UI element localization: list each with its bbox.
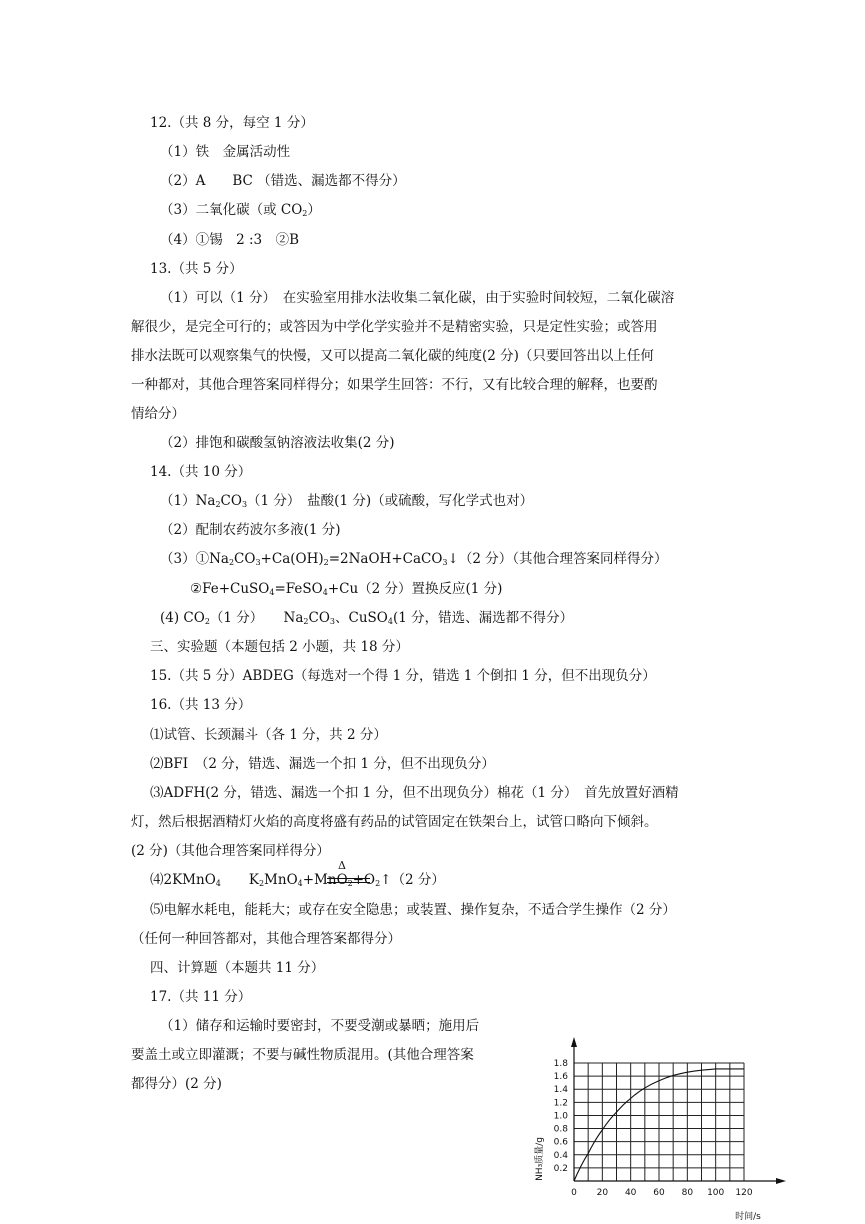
q16-answer-4 bbox=[150, 871, 445, 889]
y-axis-arrow bbox=[571, 1037, 577, 1047]
section-3-title: 三、实验题（本题包括 2 小题，共 18 分） bbox=[150, 639, 409, 655]
q12-answer-1: （1）铁 金属活动性 bbox=[160, 144, 291, 160]
subscript: 2 bbox=[302, 209, 308, 218]
text: +Ca(OH) bbox=[260, 551, 324, 567]
q16-answer-3-line: 灯，然后根据酒精灯火焰的高度将盛有药品的试管固定在铁架台上，试管口略向下倾斜。 bbox=[131, 814, 658, 830]
text: K bbox=[248, 872, 259, 888]
q17-para-line: 要盖土或立即灌溉；不要与碱性物质混用。(其他合理答案 bbox=[131, 1047, 474, 1063]
y-tick-label: 1.4 bbox=[553, 1085, 568, 1096]
q16-answer-2: ⑵BFI （2 分，错选、漏选一个扣 1 分，但不出现负分） bbox=[150, 756, 495, 772]
q13-answer-2: （2）排饱和碳酸氢钠溶液法收集(2 分) bbox=[160, 435, 395, 451]
text: ↑（2 分） bbox=[380, 872, 445, 888]
subscript: 4 bbox=[322, 588, 328, 597]
q16-answer-3-line: ⑶ADFH(2 分，错选、漏选一个扣 1 分，但不出现负分）棉花（1 分） 首先放置好酒精 bbox=[150, 785, 679, 801]
x-tick-label: 20 bbox=[596, 1188, 609, 1198]
x-tick-label: 120 bbox=[735, 1188, 753, 1198]
subscript: 2 bbox=[204, 617, 210, 626]
q14-answer-2: （2）配制农药波尔多液(1 分) bbox=[160, 522, 341, 538]
q16-answer-5-line: ⑸电解水耗电，能耗大；或存在安全隐患；或装置、操作复杂，不适合学生操作（2 分） bbox=[150, 902, 676, 918]
text: =2NaOH+CaCO bbox=[328, 551, 443, 567]
q12-answer-2: （2）A BC （错选、漏选都不得分） bbox=[160, 173, 406, 189]
q15-answer: 15.（共 5 分）ABDEG（每选对一个得 1 分，错选 1 个倒扣 1 分，但不出现负分） bbox=[150, 668, 656, 684]
q13-para-line: （1）可以（1 分） 在实验室用排水法收集二氧化碳，由于实验时间较短，二氧化碳溶 bbox=[160, 290, 675, 306]
text: （1 分） Na bbox=[209, 610, 304, 626]
y-tick-label: 0.2 bbox=[553, 1163, 568, 1174]
text: （3）①Na bbox=[160, 551, 229, 567]
x-tick-label: 40 bbox=[624, 1188, 637, 1198]
q12-answer-3-text: （3）二氧化碳（或 CO bbox=[160, 202, 303, 218]
q13-para-line: 解很少，是完全可行的；或答因为中学化学实验并不是精密实验，只是定性实验；或答用 bbox=[131, 319, 658, 335]
text: CO bbox=[220, 493, 242, 509]
q12-answer-3 bbox=[160, 201, 321, 219]
text: =FeSO bbox=[274, 581, 323, 597]
y-tick-label: 0.8 bbox=[553, 1124, 568, 1135]
text: 、CuSO bbox=[335, 610, 388, 626]
y-tick-label: 0.6 bbox=[553, 1137, 568, 1148]
q16-answer-3-line: (2 分)（其他合理答案同样得分） bbox=[131, 843, 330, 859]
subscript: 3 bbox=[442, 558, 448, 567]
q14-header: 14.（共 10 分） bbox=[150, 464, 252, 480]
x-tick-label: 60 bbox=[653, 1188, 665, 1198]
q14-answer-4 bbox=[160, 609, 573, 627]
text: MnO bbox=[264, 872, 298, 888]
subscript: 2 bbox=[215, 500, 221, 509]
text: +MnO bbox=[302, 872, 348, 888]
q13-para-line: 排水法既可以观察集气的快慢，又可以提高二氧化碳的纯度(2 分)（只要回答出以上任何 bbox=[131, 348, 654, 364]
y-axis-label: NH₃质量/g bbox=[535, 1137, 545, 1181]
x-tick-label: 100 bbox=[707, 1188, 725, 1198]
text: +Cu（2 分）置换反应(1 分) bbox=[327, 581, 503, 597]
q16-answer-5-line: （任何一种回答都对，其他合理答案都得分） bbox=[131, 931, 401, 947]
q14-answer-3-2 bbox=[190, 580, 502, 598]
subscript: 2 bbox=[323, 558, 329, 567]
x-axis-label: 时间/s bbox=[735, 1212, 761, 1222]
x-tick-label: 80 bbox=[681, 1188, 694, 1198]
text: +O bbox=[352, 872, 376, 888]
subscript: 4 bbox=[387, 617, 393, 626]
text: (1 分，错选、漏选都不得分） bbox=[392, 610, 574, 626]
y-tick-label: 1.6 bbox=[553, 1072, 568, 1083]
subscript: 3 bbox=[329, 617, 335, 626]
y-tick-label: 0.4 bbox=[553, 1150, 568, 1161]
q17-para-line: 都得分）(2 分) bbox=[131, 1076, 222, 1092]
subscript: 3 bbox=[241, 500, 248, 509]
subscript: 2 bbox=[303, 617, 309, 626]
q12-header: 12.（共 8 分，每空 1 分） bbox=[150, 115, 314, 131]
y-tick-label: 1.8 bbox=[553, 1059, 568, 1069]
subscript: 4 bbox=[269, 588, 275, 597]
q14-answer-3-1 bbox=[160, 550, 667, 568]
text: (4) CO bbox=[160, 610, 205, 626]
subscript: 2 bbox=[347, 879, 353, 888]
subscript: 2 bbox=[258, 879, 265, 888]
q16-answer-1: ⑴试管、长颈漏斗（各 1 分，共 2 分） bbox=[150, 727, 387, 743]
nh3-mass-chart bbox=[530, 1033, 790, 1223]
text: ②Fe+CuSO bbox=[190, 581, 270, 597]
text: ⑷2KMnO bbox=[150, 872, 216, 888]
q12-answer-3-text: ） bbox=[307, 202, 321, 218]
subscript: 4 bbox=[215, 879, 221, 888]
section-4-title: 四、计算题（本题共 11 分） bbox=[150, 960, 325, 976]
text: （1）Na bbox=[160, 493, 216, 509]
q16-header: 16.（共 13 分） bbox=[150, 697, 252, 713]
x-tick-label: 0 bbox=[571, 1188, 577, 1198]
text: （1 分） 盐酸(1 分)（或硫酸，写化学式也对） bbox=[247, 493, 534, 509]
chart-axes bbox=[571, 1037, 786, 1184]
subscript: 2 bbox=[375, 879, 381, 888]
q14-answer-1 bbox=[160, 492, 533, 510]
text: CO bbox=[308, 610, 330, 626]
q17-header: 17.（共 11 分） bbox=[150, 989, 252, 1005]
subscript: 2 bbox=[228, 558, 235, 567]
y-tick-label: 1.2 bbox=[553, 1098, 568, 1109]
q13-header: 13.（共 5 分） bbox=[150, 261, 243, 277]
x-axis-arrow bbox=[776, 1178, 786, 1184]
heat-symbol: Δ bbox=[338, 859, 346, 872]
q13-para-line: 一种都对，其他合理答案同样得分；如果学生回答：不行，又有比较合理的解释，也要酌 bbox=[131, 377, 658, 393]
q12-answer-4: （4）①锡 2 :3 ②B bbox=[160, 232, 300, 248]
subscript: 4 bbox=[297, 879, 303, 888]
subscript: 3 bbox=[255, 558, 261, 567]
q17-para-line: （1）储存和运输时要密封，不要受潮或暴晒；施用后 bbox=[160, 1018, 480, 1034]
text: ↓（2 分）（其他合理答案同样得分） bbox=[447, 551, 668, 567]
text: CO bbox=[234, 551, 256, 567]
y-tick-label: 1.0 bbox=[553, 1111, 568, 1122]
q13-para-line: 情给分） bbox=[131, 406, 185, 422]
